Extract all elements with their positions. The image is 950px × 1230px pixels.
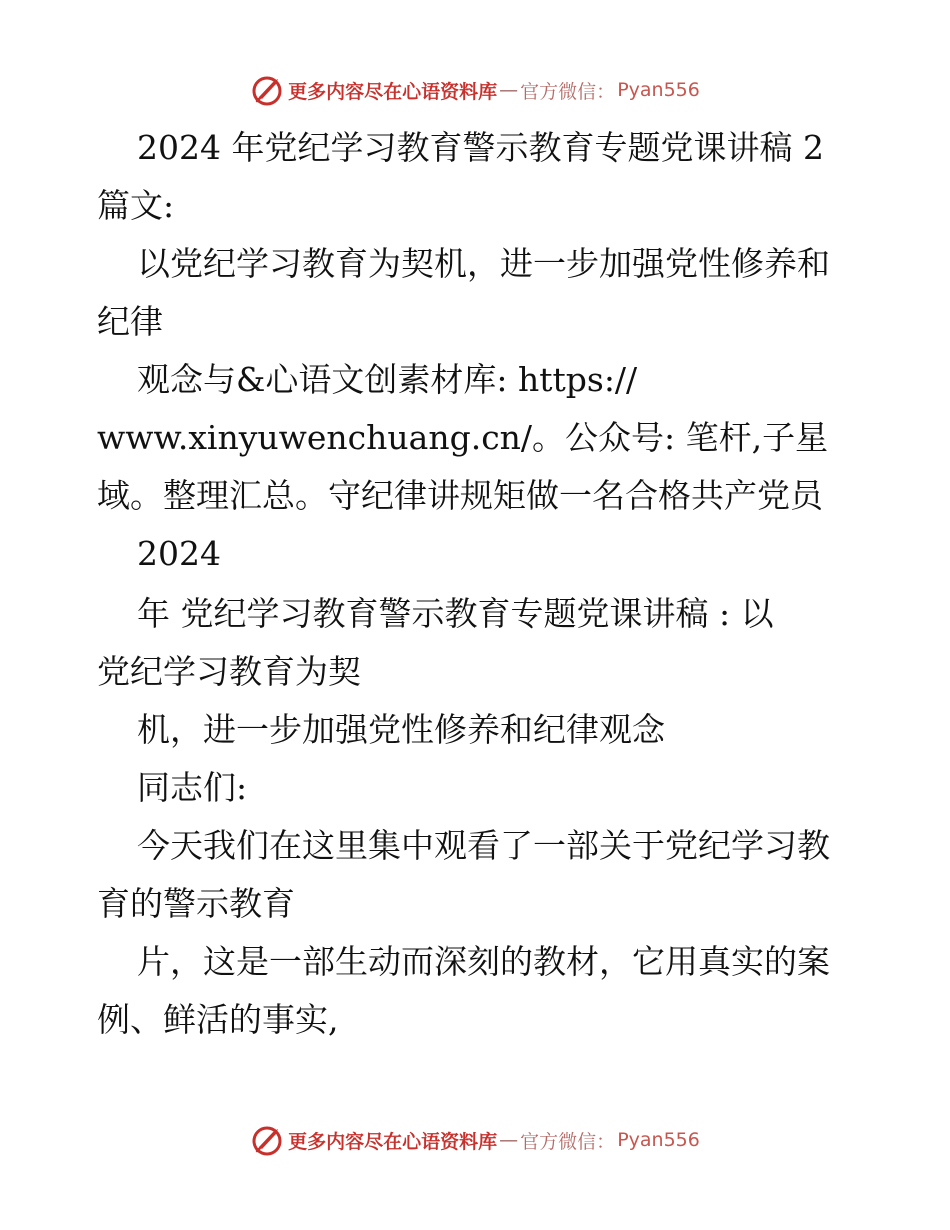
body-line: 育的警示教育 <box>97 884 295 923</box>
banner-wechat-label: 官方微信： <box>520 1130 616 1153</box>
footer-watermark-banner <box>0 1120 950 1160</box>
body-line: 今天我们在这里集中观看了一部关于党纪学习教 <box>137 826 830 865</box>
body-line: 党纪学习教育为契 <box>97 652 361 691</box>
body-line: 纪律 <box>97 302 163 341</box>
banner-wechat-id: Pyan556 <box>617 79 700 101</box>
quill-logo-icon <box>250 1123 284 1157</box>
banner-wechat-id: Pyan556 <box>617 1129 700 1151</box>
quill-logo-icon <box>250 73 284 107</box>
body-line: 机，进一步加强党性修养和纪律观念 <box>137 710 665 749</box>
banner-separator: — <box>499 79 519 101</box>
body-line: 片，这是一部生动而深刻的教材，它用真实的案 <box>137 942 830 981</box>
banner-slogan: 更多内容尽在心语资料库 <box>288 1130 498 1153</box>
body-line: 域。整理汇总。守纪律讲规矩做一名合格共产党员 <box>97 476 823 515</box>
body-line: 例、鲜活的事实, <box>97 1000 339 1039</box>
body-line: 以党纪学习教育为契机，进一步加强党性修养和 <box>137 244 830 283</box>
body-line: www.xinyuwenchuang.cn/。公众号: 笔杆,子星 <box>97 418 829 457</box>
body-line: 观念与&心语文创素材库: https:// <box>137 360 638 399</box>
body-line: 篇文: <box>97 186 175 225</box>
body-line: 2024 <box>137 534 221 573</box>
body-line: 2024 年党纪学习教育警示教育专题党课讲稿 2 <box>137 128 824 167</box>
banner-slogan: 更多内容尽在心语资料库 <box>288 80 498 103</box>
banner-separator: — <box>499 1129 519 1151</box>
body-line: 同志们: <box>137 768 248 807</box>
header-watermark-banner <box>0 70 950 110</box>
body-line: 年 党纪学习教育警示教育专题党课讲稿 : 以 <box>137 594 774 633</box>
banner-wechat-label: 官方微信： <box>520 80 616 103</box>
